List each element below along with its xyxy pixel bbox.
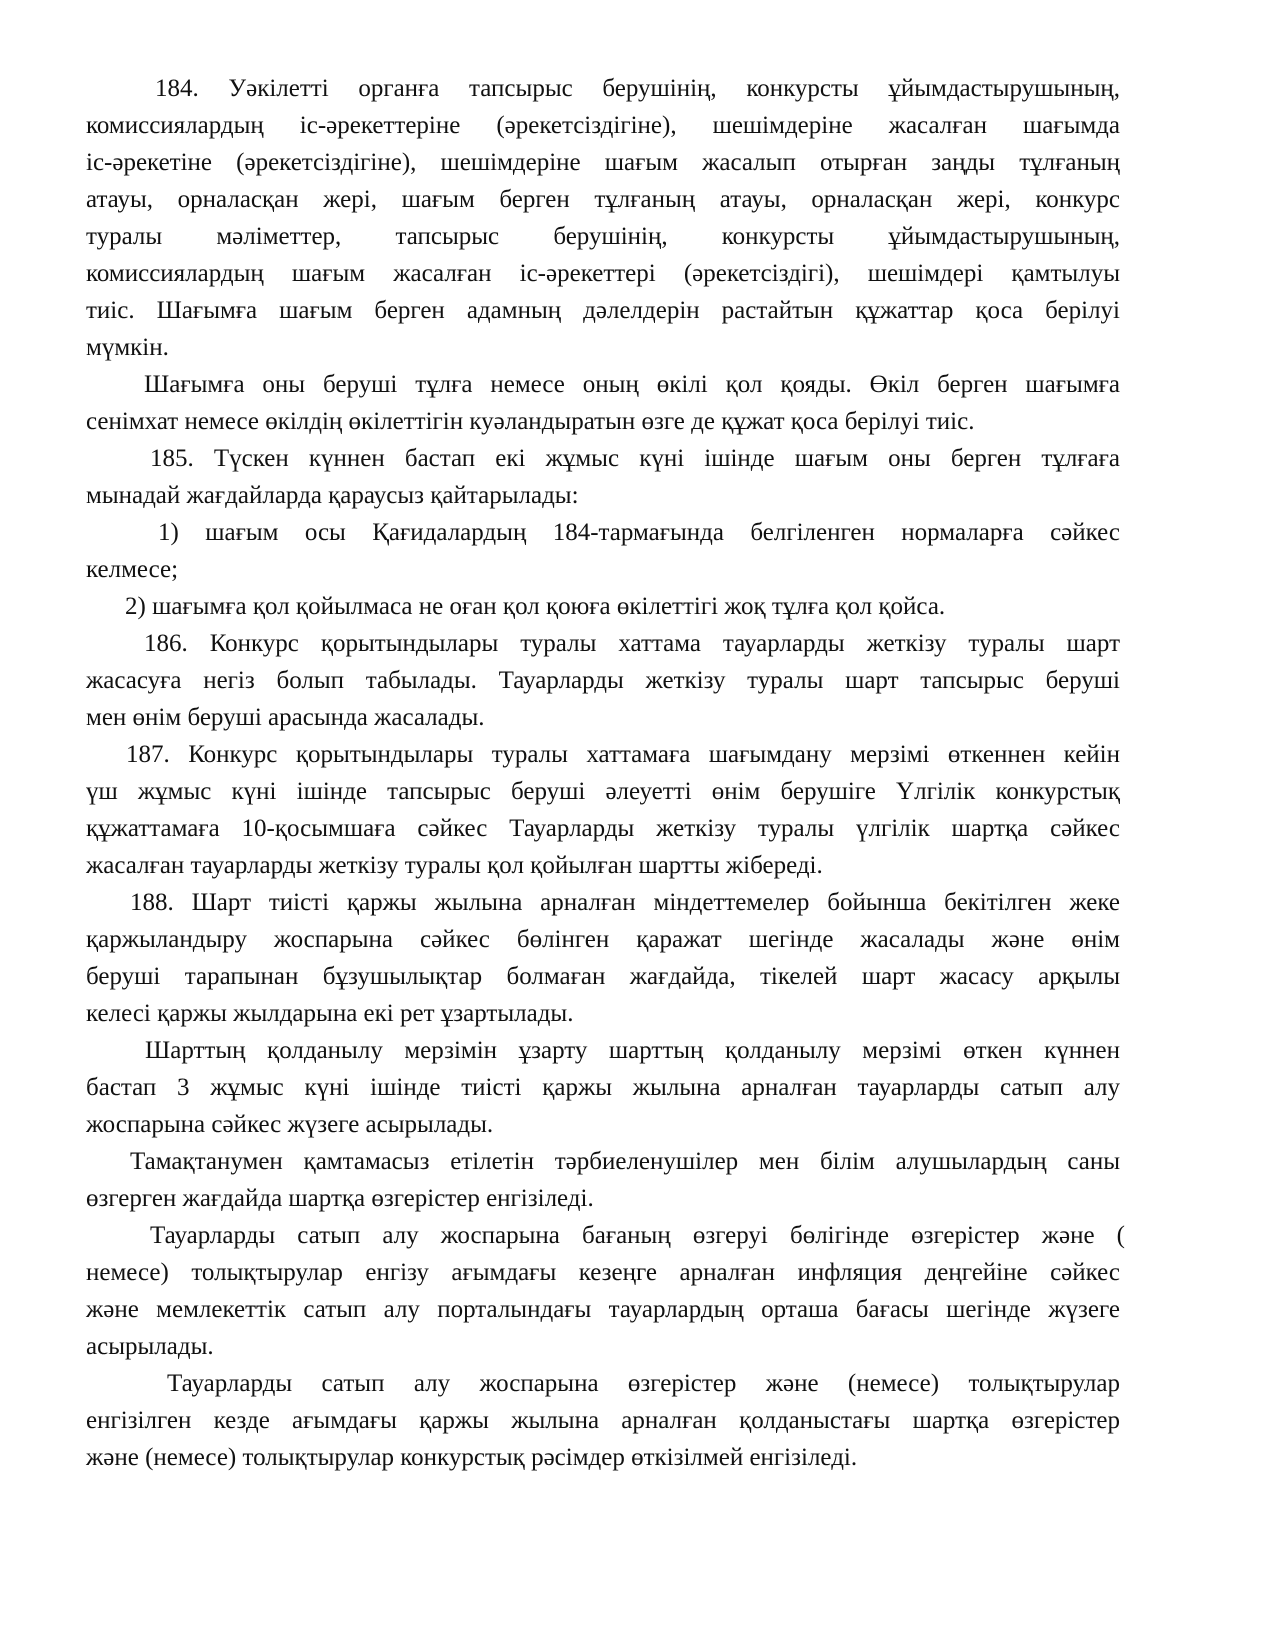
text-line: 184. Уәкілетті органға тапсырыс берушінің, конкурсты ұйымдастырушының, <box>155 75 1120 102</box>
text-line: сенімхат немесе өкілдің өкілеттігін куәландыратын өзге де құжат қоса берілуі тиіс. <box>86 408 975 435</box>
text-line: мынадай жағдайларда қараусыз қайтарылады: <box>86 482 579 509</box>
text-line: Шарттың қолданылу мерзімін ұзарту шарттың қолданылу мерзімі өткен күннен <box>145 1037 1120 1064</box>
text-line: туралы мәліметтер, тапсырыс берушінің, конкурсты ұйымдастырушының, <box>86 223 1120 250</box>
text-line: 188. Шарт тиісті қаржы жылына арналған міндеттемелер бойынша бекітілген жеке <box>130 889 1120 916</box>
text-line: енгізілген кезде ағымдағы қаржы жылына арналған қолданыстағы шартқа өзгерістер <box>86 1407 1120 1434</box>
text-line: жоспарына сәйкес жүзеге асырылады. <box>86 1111 494 1138</box>
text-line: құжаттамаға 10-қосымшаға сәйкес Тауарларды жеткізу туралы үлгілік шартқа сәйкес <box>86 815 1120 842</box>
text-line: 187. Конкурс қорытындылары туралы хаттамаға шағымдану мерзімі өткеннен кейін <box>126 741 1120 768</box>
text-line: және мемлекеттік сатып алу порталындағы тауарлардың орташа бағасы шегінде жүзеге <box>86 1296 1120 1323</box>
text-line: асырылады. <box>86 1333 214 1360</box>
text-line: бастап 3 жұмыс күні ішінде тиісті қаржы жылына арналған тауарларды сатып алу <box>86 1074 1120 1101</box>
text-line: жасасуға негіз болып табылады. Тауарларды жеткізу туралы шарт тапсырыс беруші <box>86 667 1120 694</box>
text-line: қаржыландыру жоспарына сәйкес бөлінген қаражат шегінде жасалады және өнім <box>86 926 1120 953</box>
text-line: үш жұмыс күні ішінде тапсырыс беруші әлеуетті өнім берушіге Үлгілік конкурстық <box>86 778 1120 805</box>
text-line: келесі қаржы жылдарына екі рет ұзартылады. <box>86 1000 574 1027</box>
text-line: Тауарларды сатып алу жоспарына бағаның өзгеруі бөлігінде өзгерістер және ( <box>150 1222 1125 1249</box>
text-line: атауы, орналасқан жері, шағым берген тұлғаның атауы, орналасқан жері, конкурс <box>86 186 1120 213</box>
text-line: және (немесе) толықтырулар конкурстық рәсімдер өткізілмей енгізіледі. <box>86 1444 858 1471</box>
text-line: Шағымға оны беруші тұлға немесе оның өкілі қол қояды. Өкіл берген шағымға <box>144 371 1120 398</box>
text-line: жасалған тауарларды жеткізу туралы қол қойылған шартты жібереді. <box>86 852 823 879</box>
text-line: беруші тарапынан бұзушылықтар болмаған жағдайда, тікелей шарт жасасу арқылы <box>86 963 1120 990</box>
text-line: өзгерген жағдайда шартқа өзгерістер енгізіледі. <box>86 1185 594 1212</box>
text-line: Тамақтанумен қамтамасыз етілетін тәрбиеленушілер мен білім алушылардың саны <box>130 1148 1120 1175</box>
text-line: немесе) толықтырулар енгізу ағымдағы кезеңге арналған инфляция деңгейіне сәйкес <box>86 1259 1120 1286</box>
text-line: мүмкін. <box>86 334 169 361</box>
text-line: мен өнім беруші арасында жасалады. <box>86 704 485 731</box>
text-line: 1) шағым осы Қағидалардың 184-тармағында белгіленген нормаларға сәйкес <box>158 519 1120 546</box>
text-line: 2) шағымға қол қойылмаса не оған қол қоюға өкілеттігі жоқ тұлға қол қойса. <box>125 593 946 620</box>
text-line: келмесе; <box>86 556 179 583</box>
text-line: тиіс. Шағымға шағым берген адамның дәлелдерін растайтын құжаттар қоса берілуі <box>86 297 1120 324</box>
text-line: 186. Конкурс қорытындылары туралы хаттама тауарларды жеткізу туралы шарт <box>144 630 1120 657</box>
text-line: комиссиялардың шағым жасалған іс-әрекеттері (әрекетсіздігі), шешімдері қамтылуы <box>86 260 1120 287</box>
text-line: комиссиялардың іс-әрекеттеріне (әрекетсіздігіне), шешімдеріне жасалған шағымда <box>86 112 1120 139</box>
text-line: Тауарларды сатып алу жоспарына өзгерістер және (немесе) толықтырулар <box>167 1370 1120 1397</box>
text-line: іс-әрекетіне (әрекетсіздігіне), шешімдеріне шағым жасалып отырған заңды тұлғаның <box>86 149 1120 176</box>
text-line: 185. Түскен күннен бастап екі жұмыс күні ішінде шағым оны берген тұлғаға <box>150 445 1120 472</box>
